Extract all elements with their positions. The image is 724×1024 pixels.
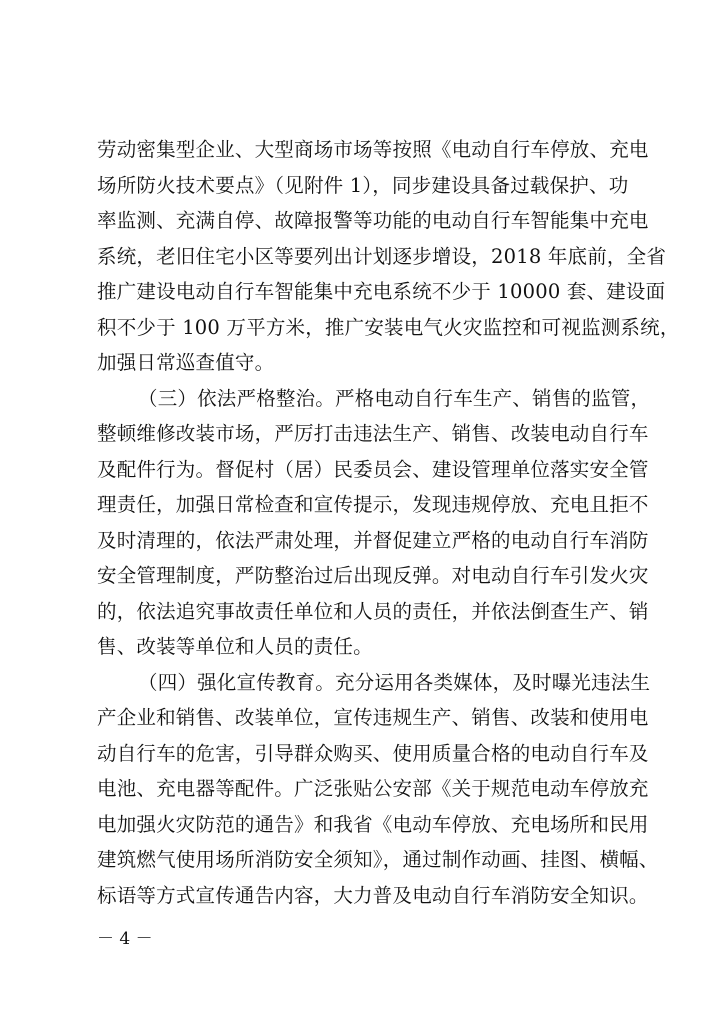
text-line: 积不少于 100 万平方米，推广安装电气火灾监控和可视监测系统， [97, 315, 680, 339]
text-line: 加强日常巡查值守。 [97, 351, 275, 374]
text-line: 售、改装等单位和人员的责任。 [97, 635, 373, 658]
text-line: 及时清理的，依法严肃处理，并督促建立严格的电动自行车消防 [97, 528, 649, 552]
page-number: － 4 － [97, 929, 153, 949]
text-line: 建筑燃气使用场所消防安全须知》，通过制作动画、挂图、横幅、 [97, 848, 659, 871]
text-line: 劳动密集型企业、大型商场市场等按照《电动自行车停放、充电 [97, 138, 649, 161]
text-line: 安全管理制度，严防整治过后出现反弹。对电动自行车引发火灾 [97, 564, 649, 587]
text-line: 电池、充电器等配件。广泛张贴公安部《关于规范电动车停放充 [97, 777, 649, 800]
text-line: 整顿维修改装市场，严厉打击违法生产、销售、改装电动自行车 [97, 422, 649, 445]
section-heading-line: （三）依法严格整治。严格电动自行车生产、销售的监管， [138, 386, 651, 410]
text-line: 的，依法追究事故责任单位和人员的责任，并依法倒查生产、销 [97, 599, 649, 623]
text-line: 率监测、充满自停、故障报警等功能的电动自行车智能集中充电 [97, 209, 649, 232]
text-line: 系统，老旧住宅小区等要列出计划逐步增设，2018 年底前，全省 [97, 244, 667, 268]
text-line: 动自行车的危害，引导群众购买、使用质量合格的电动自行车及 [97, 741, 649, 765]
text-line: 及配件行为。督促村（居）民委员会、建设管理单位落实安全管 [97, 457, 649, 481]
text-line: 推广建设电动自行车智能集中充电系统不少于 10000 套、建设面 [97, 280, 666, 303]
text-line: 场所防火技术要点》（见附件 1），同步建设具备过载保护、功 [97, 173, 629, 197]
text-line: 理责任，加强日常检查和宣传提示，发现违规停放、充电且拒不 [97, 493, 649, 516]
text-line: 电加强火灾防范的通告》和我省《电动车停放、充电场所和民用 [97, 812, 649, 836]
text-line: 产企业和销售、改装单位，宣传违规生产、销售、改装和使用电 [97, 706, 649, 729]
section-heading-line: （四）强化宣传教育。充分运用各类媒体，及时曝光违法生 [138, 670, 651, 694]
text-line: 标语等方式宣传通告内容，大力普及电动自行车消防安全知识。 [97, 883, 649, 907]
body-text [97, 132, 680, 913]
